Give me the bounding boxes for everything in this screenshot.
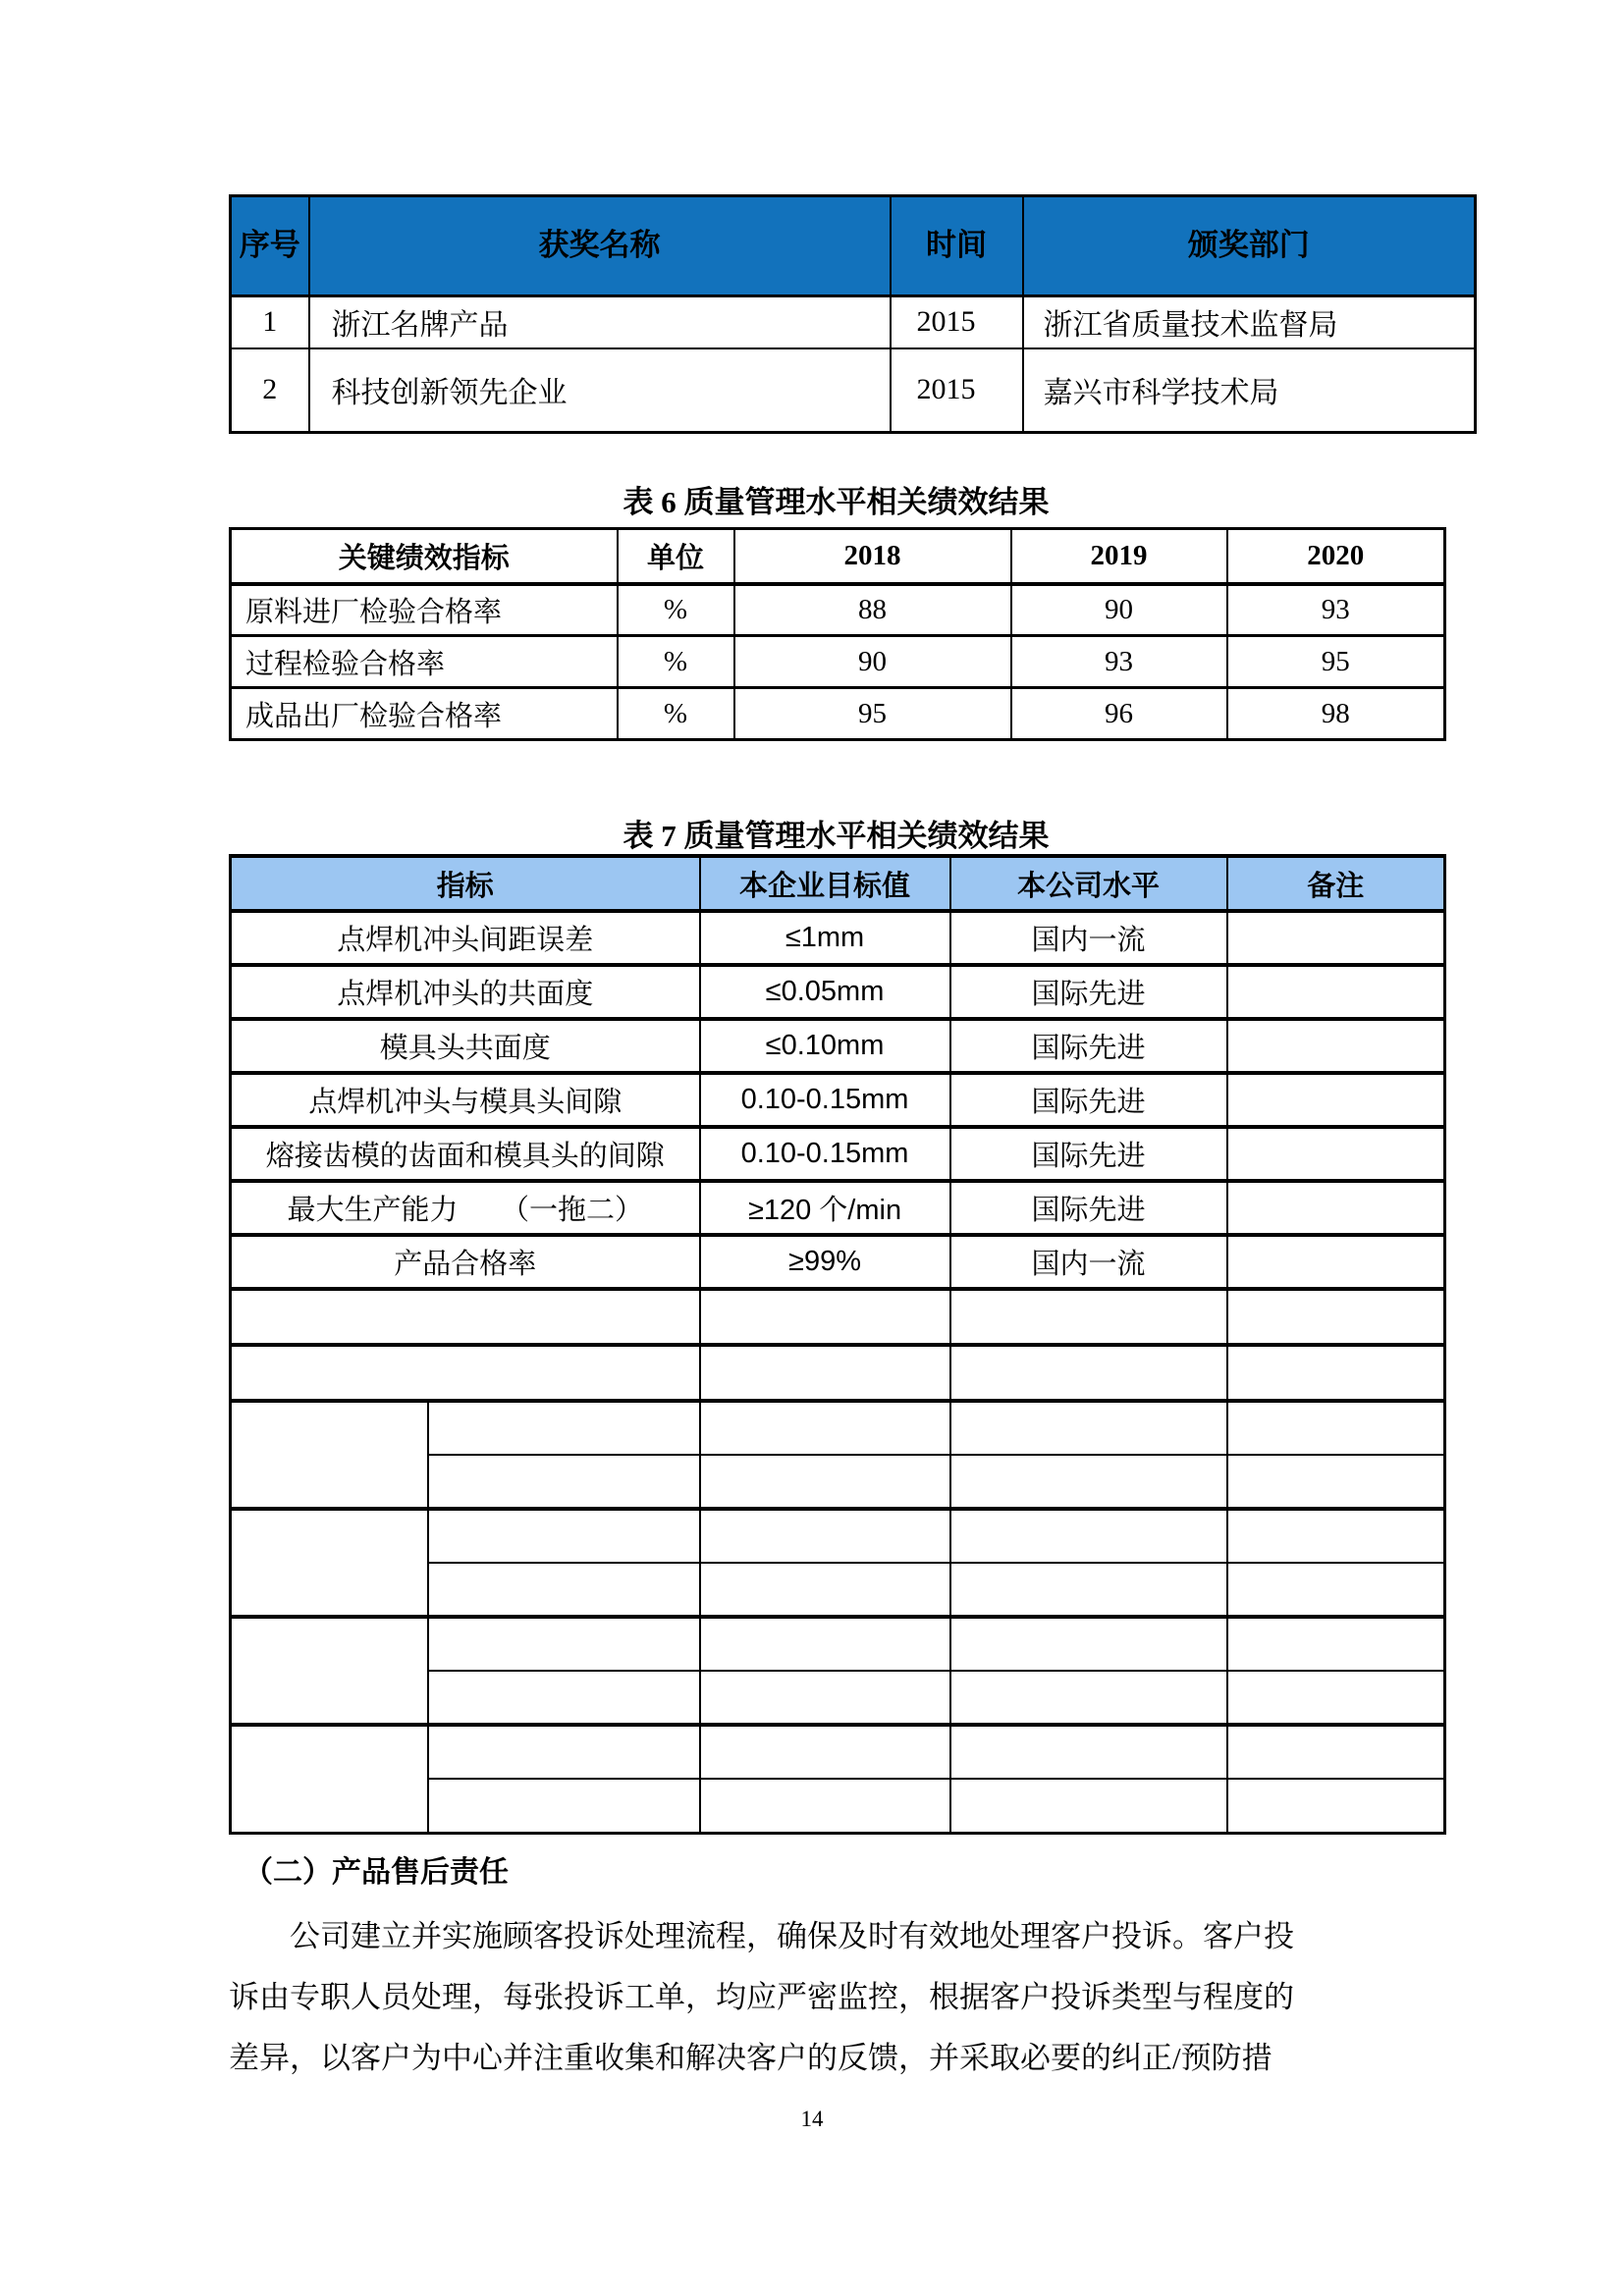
q-level: 国际先进 [950,1073,1227,1127]
kpi-indicator: 原料进厂检验合格率 [231,584,618,636]
q-indicator: 点焊机冲头与模具头间隙 [231,1073,700,1127]
empty-row [231,1345,1445,1401]
kpi-col-indicator: 关键绩效指标 [231,529,618,584]
q-target: ≤1mm [700,911,950,965]
kpi-unit: % [618,688,734,740]
kpi-header-row [231,529,1445,584]
awards-col-no: 序号 [231,196,309,296]
kpi-col-unit: 单位 [618,529,734,584]
quality-header-row [231,856,1445,911]
quality-col-remark: 备注 [1227,856,1445,911]
empty-cell [428,1725,700,1779]
empty-split-row [231,1509,1445,1563]
empty-cell [1227,1345,1445,1401]
q-indicator: 产品合格率 [231,1235,700,1289]
empty-cell [950,1671,1227,1725]
empty-cell [950,1563,1227,1617]
q-remark [1227,1235,1445,1289]
empty-cell [428,1671,700,1725]
kpi-row [231,688,1445,740]
awards-col-time: 时间 [891,196,1023,296]
award-name: 浙江名牌产品 [309,296,891,348]
award-no: 1 [231,296,309,348]
kpi-col-2020: 2020 [1227,529,1445,584]
empty-cell [1227,1671,1445,1725]
empty-split-row [231,1725,1445,1779]
kpi-table [229,527,1446,741]
empty-cell [428,1455,700,1509]
q-level: 国际先进 [950,965,1227,1019]
empty-cell [428,1509,700,1563]
empty-merged-cell [231,1401,428,1509]
kpi-2020: 93 [1227,584,1445,636]
empty-cell [950,1509,1227,1563]
kpi-2018: 90 [734,636,1011,688]
empty-cell [700,1455,950,1509]
q-remark [1227,1019,1445,1073]
empty-cell [700,1563,950,1617]
kpi-2019: 93 [1011,636,1227,688]
quality-row [231,1019,1445,1073]
q-remark [1227,911,1445,965]
q-remark [1227,1073,1445,1127]
paragraph-line: 公司建立并实施顾客投诉处理流程，确保及时有效地处理客户投诉。客户投 [290,1919,1294,1953]
q-level: 国际先进 [950,1181,1227,1235]
q-indicator: 点焊机冲头的共面度 [231,965,700,1019]
award-name: 科技创新领先企业 [309,348,891,433]
awards-col-name: 获奖名称 [309,196,891,296]
q-indicator: 熔接齿模的齿面和模具头的间隙 [231,1127,700,1181]
empty-merged-cell [231,1509,428,1617]
empty-split-row [231,1401,1445,1455]
kpi-2020: 95 [1227,636,1445,688]
kpi-2019: 96 [1011,688,1227,740]
kpi-unit: % [618,584,734,636]
kpi-2019: 90 [1011,584,1227,636]
quality-col-target: 本企业目标值 [700,856,950,911]
kpi-2018: 88 [734,584,1011,636]
kpi-2018: 95 [734,688,1011,740]
q-target: 0.10-0.15mm [700,1073,950,1127]
q-indicator: 最大生产能力 （一拖二） [231,1181,700,1235]
empty-cell [428,1779,700,1833]
awards-header-row [231,196,1476,296]
award-no: 2 [231,348,309,433]
empty-cell [950,1779,1227,1833]
kpi-row [231,636,1445,688]
q-level: 国内一流 [950,911,1227,965]
kpi-2020: 98 [1227,688,1445,740]
quality-row [231,1235,1445,1289]
quality-row [231,965,1445,1019]
table7-title: 表 7 质量管理水平相关绩效结果 [623,819,1050,853]
quality-row [231,911,1445,965]
empty-cell [950,1345,1227,1401]
empty-split-row [231,1617,1445,1671]
empty-cell [700,1345,950,1401]
empty-cell [950,1725,1227,1779]
q-remark [1227,1181,1445,1235]
empty-cell [1227,1401,1445,1455]
empty-cell [700,1617,950,1671]
award-year: 2015 [891,296,1023,348]
kpi-row [231,584,1445,636]
kpi-indicator: 过程检验合格率 [231,636,618,688]
empty-row [231,1289,1445,1345]
kpi-unit: % [618,636,734,688]
empty-cell [428,1617,700,1671]
kpi-col-2019: 2019 [1011,529,1227,584]
paragraph-line: 诉由专职人员处理，每张投诉工单，均应严密监控，根据客户投诉类型与程度的 [229,1980,1294,2014]
quality-col-indicator: 指标 [231,856,700,911]
q-level: 国际先进 [950,1127,1227,1181]
kpi-indicator: 成品出厂检验合格率 [231,688,618,740]
empty-merged-cell [231,1617,428,1725]
empty-cell [1227,1725,1445,1779]
kpi-col-2018: 2018 [734,529,1011,584]
awards-row [231,348,1476,433]
paragraph-line: 差异，以客户为中心并注重收集和解决客户的反馈，并采取必要的纠正/预防措 [229,2041,1272,2075]
empty-cell [428,1401,700,1455]
q-level: 国内一流 [950,1235,1227,1289]
empty-cell [231,1345,700,1401]
table6-title: 表 6 质量管理水平相关绩效结果 [623,485,1050,519]
q-target: ≤0.10mm [700,1019,950,1073]
empty-cell [950,1289,1227,1345]
empty-cell [950,1617,1227,1671]
q-target: ≥120 个/min [700,1181,950,1235]
empty-merged-cell [231,1725,428,1833]
empty-cell [1227,1509,1445,1563]
awards-col-dept: 颁奖部门 [1023,196,1476,296]
empty-cell [1227,1563,1445,1617]
empty-cell [1227,1617,1445,1671]
q-level: 国际先进 [950,1019,1227,1073]
empty-cell [950,1455,1227,1509]
q-indicator: 点焊机冲头间距误差 [231,911,700,965]
empty-cell [1227,1289,1445,1345]
quality-row [231,1073,1445,1127]
award-dept: 嘉兴市科学技术局 [1023,348,1476,433]
empty-cell [1227,1779,1445,1833]
empty-cell [1227,1455,1445,1509]
empty-cell [231,1289,700,1345]
award-dept: 浙江省质量技术监督局 [1023,296,1476,348]
empty-cell [700,1509,950,1563]
awards-table [229,194,1477,434]
empty-cell [700,1671,950,1725]
empty-cell [700,1401,950,1455]
empty-cell [700,1725,950,1779]
quality-col-level: 本公司水平 [950,856,1227,911]
awards-row [231,296,1476,348]
quality-row [231,1127,1445,1181]
award-year: 2015 [891,348,1023,433]
q-target: 0.10-0.15mm [700,1127,950,1181]
empty-cell [700,1779,950,1833]
q-remark [1227,1127,1445,1181]
empty-cell [950,1401,1227,1455]
quality-row [231,1181,1445,1235]
empty-cell [428,1563,700,1617]
q-target: ≤0.05mm [700,965,950,1019]
body-paragraph [229,1906,1443,2089]
section-heading: （二）产品售后责任 [244,1856,509,1889]
q-indicator: 模具头共面度 [231,1019,700,1073]
empty-cell [700,1289,950,1345]
q-remark [1227,965,1445,1019]
page-number: 14 [800,2107,824,2131]
q-target: ≥99% [700,1235,950,1289]
quality-table [229,854,1446,1835]
